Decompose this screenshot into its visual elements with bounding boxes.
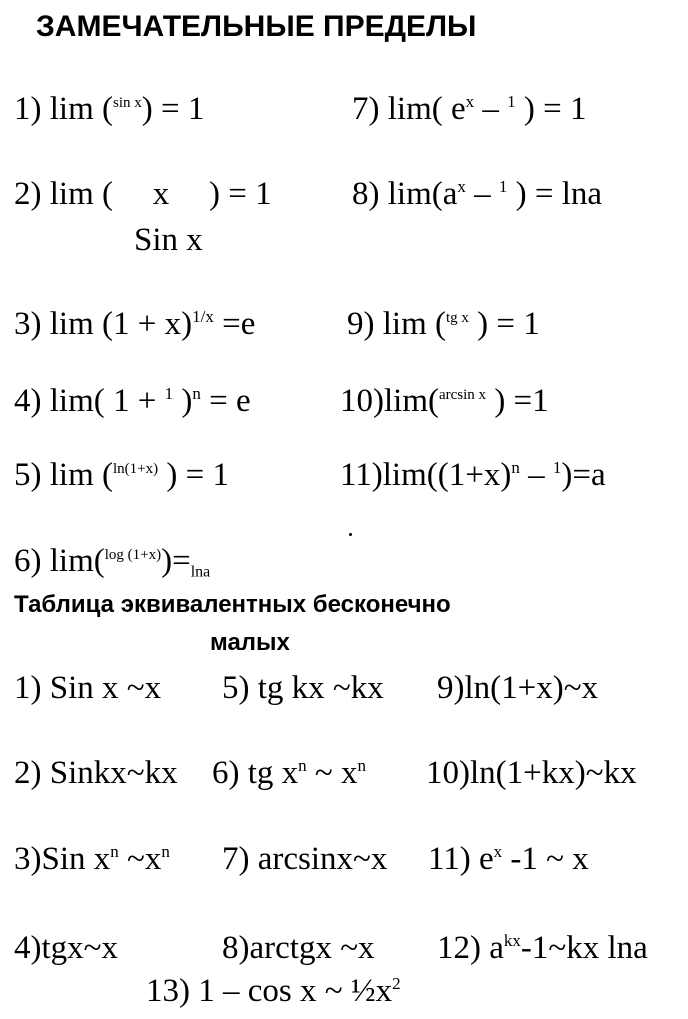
limit-6 (14, 545, 210, 581)
equivalent-9: 9)ln(1+x)~x (437, 670, 599, 706)
equivalent-3-sup2: n (161, 842, 170, 861)
limit-5 (14, 459, 229, 492)
limit-11-mid: – (519, 457, 553, 493)
limit-4 (14, 385, 251, 418)
limit-11-pre: 11)lim((1+x) (340, 457, 512, 493)
equivalent-5: 5) tg kx ~kx (222, 670, 384, 706)
limit-11-sup1: n (511, 458, 520, 477)
equivalent-6 (212, 757, 366, 790)
limit-7-sup1: x (465, 92, 475, 111)
table-title-line-1: Таблица эквивалентных бесконечно (14, 591, 451, 618)
equivalent-12-sup: kx (503, 931, 521, 950)
limit-3-sup: 1/x (192, 307, 214, 326)
table-title-line-2: малых (210, 629, 290, 656)
limit-10 (340, 385, 549, 418)
equivalent-13-sup: 2 (392, 974, 401, 993)
limit-3-pre: 3) lim (1 + x) (14, 306, 193, 342)
limit-4-sup1: 1 (164, 384, 174, 403)
limit-6-sub: lna (190, 563, 211, 581)
equivalent-4: 4)tgx~x (14, 930, 119, 966)
equivalent-12-pre: 12) a (437, 930, 504, 966)
equivalent-12 (437, 932, 648, 965)
limit-10-post: ) =1 (486, 383, 549, 419)
equivalent-8: 8)arctgx ~x (222, 930, 375, 966)
equivalent-3-mid: ~x (118, 841, 162, 877)
limit-4-pre: 4) lim( 1 + (14, 383, 165, 419)
limit-10-sup: arcsin x (438, 387, 487, 403)
limit-4-mid: ) (173, 383, 193, 419)
limit-10-pre: 10)lim( (340, 383, 439, 419)
equivalent-7: 7) arcsinx~x (222, 841, 388, 877)
limit-2-pre: 2) lim ( (14, 176, 113, 212)
limit-8-sup1: x (457, 177, 466, 196)
equivalent-1: 1) Sin x ~x (14, 670, 162, 706)
limit-5-pre: 5) lim ( (14, 457, 113, 493)
equivalent-3-sup1: n (110, 842, 119, 861)
limit-1-sup: sin x (112, 95, 142, 111)
limit-7-post: ) = 1 (515, 91, 587, 127)
limit-3 (14, 308, 255, 341)
limit-8-pre: 8) lim(a (352, 176, 458, 212)
limit-4-sup2: n (192, 384, 201, 403)
limit-8-post: ) = lna (507, 176, 603, 212)
equivalent-11-pre: 11) e (428, 841, 494, 877)
limit-2 (14, 178, 272, 211)
limit-11 (340, 459, 606, 492)
limit-3-post: =e (213, 306, 256, 342)
equivalent-10: 10)ln(1+kx)~kx (426, 755, 637, 791)
limit-6-pre: 6) lim( (14, 543, 105, 579)
limit-6-sup: log (1+x) (104, 547, 162, 563)
equivalent-13-pre: 13) 1 – cos x ~ ½x (146, 973, 393, 1009)
limit-11-sup2: 1 (552, 458, 562, 477)
equivalent-12-post: -1~kx lna (520, 930, 648, 966)
limit-8 (352, 178, 602, 211)
equivalent-3 (14, 843, 170, 876)
equivalent-6-sup1: n (298, 756, 307, 775)
limit-2-post: ) = 1 (208, 176, 272, 212)
equivalent-6-mid: ~ x (306, 755, 358, 791)
equivalent-3-pre: 3)Sin x (14, 841, 111, 877)
equivalent-11 (428, 843, 589, 876)
equivalent-13 (146, 975, 401, 1008)
limit-9-pre: 9) lim ( (347, 306, 446, 342)
equivalent-2: 2) Sinkx~kx (14, 755, 178, 791)
limit-5-post: ) = 1 (158, 457, 229, 493)
limit-8-sup2: 1 (498, 177, 508, 196)
limit-2-denominator: Sin x (134, 222, 203, 258)
limit-7-pre: 7) lim( e (352, 91, 466, 127)
equivalent-11-post: -1 ~ x (502, 841, 589, 877)
limit-4-post: = e (200, 383, 251, 419)
limit-1-post: ) = 1 (141, 91, 205, 127)
limit-1-pre: 1) lim ( (14, 91, 113, 127)
limit-2-numerator: x (152, 176, 170, 212)
limit-9-post: ) = 1 (468, 306, 540, 342)
limit-11-post: )=a (561, 457, 606, 493)
limit-7 (352, 93, 587, 126)
limit-9 (347, 308, 540, 341)
limit-9-sup: tg x (445, 310, 469, 326)
equivalent-11-sup: x (493, 842, 503, 861)
limit-7-sup2: 1 (507, 92, 516, 111)
speck-mark (349, 533, 352, 536)
limit-6-post: )= (161, 543, 191, 579)
limit-1 (14, 93, 204, 126)
limit-7-mid: – (474, 91, 508, 127)
equivalent-6-pre: 6) tg x (212, 755, 299, 791)
equivalent-6-sup2: n (357, 756, 367, 775)
limit-8-mid: – (465, 176, 499, 212)
page-title: ЗАМЕЧАТЕЛЬНЫЕ ПРЕДЕЛЫ (36, 10, 477, 43)
limit-5-sup: ln(1+x) (112, 461, 159, 477)
